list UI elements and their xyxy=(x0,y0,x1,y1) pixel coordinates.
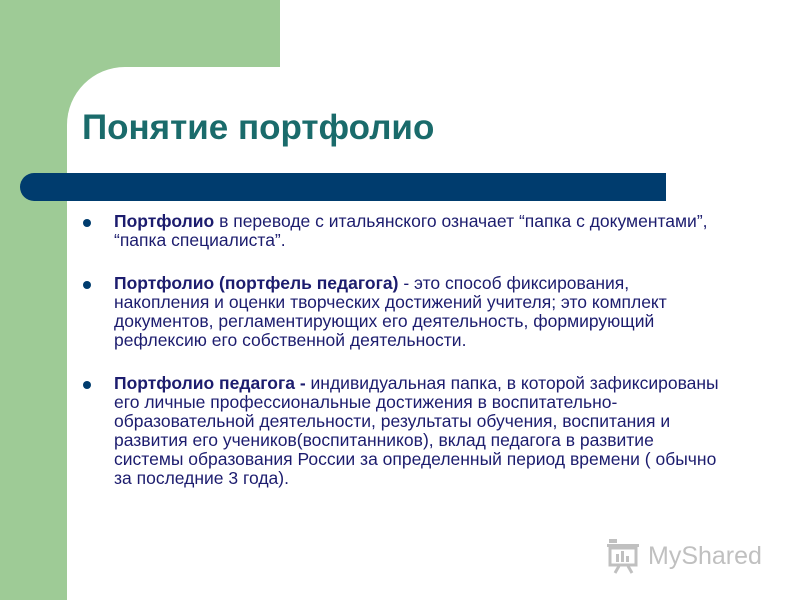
bullet-list xyxy=(82,212,722,488)
bullet-item xyxy=(82,374,722,488)
watermark-text: MyShared xyxy=(648,542,762,570)
bullet-item xyxy=(82,274,722,350)
slide-title: Понятие портфолио xyxy=(82,108,435,147)
presentation-board-icon xyxy=(606,538,644,574)
bullet-dot-icon xyxy=(83,381,91,389)
bullet-lead: Портфолио xyxy=(114,211,215,231)
bullet-lead: Портфолио педагога - xyxy=(114,373,306,393)
title-underline-bar xyxy=(20,173,666,201)
bullet-dot-icon xyxy=(83,281,91,289)
bullet-item xyxy=(82,212,722,250)
bullet-dot-icon xyxy=(83,219,91,227)
bullet-text: - это способ фиксирования, накопления и оценки творческих достижений учителя; это комплект документов, регламентирующих его деятельность, формирующий рефлексию его собственной деятельности. xyxy=(114,273,667,350)
watermark-logo xyxy=(606,538,766,574)
bullet-lead: Портфолио (портфель педагога) xyxy=(114,273,399,293)
bullet-text: индивидуальная папка, в которой зафиксированы его личные профессиональные достижения в воспитательно-образовательной деятельности, результаты обучения, воспитания и развития его учеников(воспитанников), вклад педагога в развитие системы образования России за определенный период времени ( обычно за последние 3 года). xyxy=(114,373,719,488)
bullet-text: в переводе с итальянского означает “папка с документами”, “папка специалиста”. xyxy=(114,211,708,250)
